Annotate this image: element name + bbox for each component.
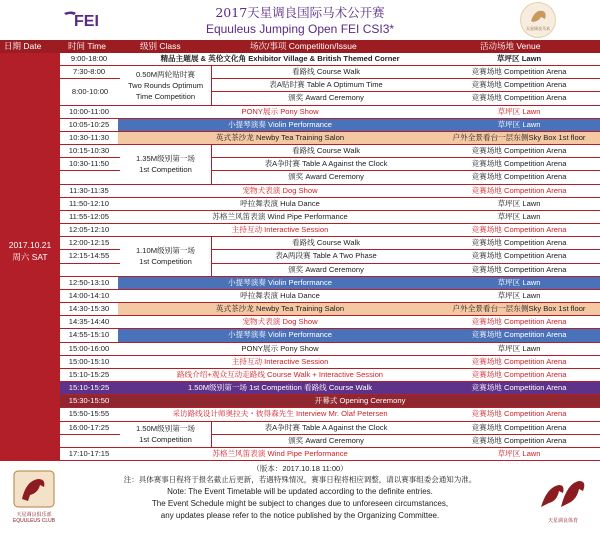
table-row: [60, 395, 600, 408]
time-cell: 11:50-12:10: [69, 198, 109, 208]
venue-cell: 竞赛场地 Competition Arena: [471, 238, 567, 248]
table-row: [60, 185, 600, 198]
time-cell: 15:10-15:25: [68, 383, 110, 393]
activity-cell: 路线介绍+观众互动走路线 Course Walk + Interactive Session: [176, 369, 384, 379]
activity-cell: 表A争时赛 Table A Against the Clock: [264, 422, 388, 432]
club-badge-icon: [520, 2, 556, 38]
weekday-value: 周六 SAT: [12, 252, 48, 262]
logo-right-cn: 天星调良体育: [547, 518, 578, 524]
venue-cell: 竞赛场地 Competition Arena: [471, 356, 567, 366]
activity-cell: 宠物犬表演 Dog Show: [242, 317, 318, 327]
date-label: [0, 239, 60, 263]
activity-cell: 苏格兰风笛表演 Wind Pipe Performance: [212, 211, 348, 221]
time-cell-merged: 8:00-10:00: [60, 79, 120, 105]
time-cell: 10:30-11:30: [60, 132, 118, 144]
table-row: [60, 224, 600, 237]
page-title: 2017天星调良国际马术公开赛: [215, 5, 385, 20]
col-date: 日期 Date: [4, 41, 42, 51]
venue-cell: 草坪区 Lawn: [497, 211, 541, 221]
activity-cell: 小提琴演奏 Violin Performance: [227, 277, 333, 287]
class-group-line: Time Competition: [135, 91, 196, 101]
time-cell: 9:00-18:00: [70, 54, 108, 63]
venue-cell: 竞赛场地 Competition Arena: [471, 67, 567, 77]
venue-cell: 竞赛场地 Competition Arena: [471, 409, 567, 419]
class-group: [120, 237, 212, 276]
venue-cell: 草坪区 Lawn: [497, 277, 541, 287]
activity-cell: PONY展示 Pony Show: [241, 106, 319, 116]
activity-cell: PONY展示 Pony Show: [241, 343, 319, 353]
activity-cell: 呼拉舞表演 Hula Dance: [240, 290, 320, 300]
page-subtitle: Equuleus Jumping Open FEI CSI3*: [205, 22, 395, 36]
column-header: [0, 40, 600, 53]
class-group-line: 0.50M两轮贴时赛: [135, 69, 196, 79]
time-cell: 10:00-11:00: [69, 106, 109, 116]
activity-cell: 看路线 Course Walk: [291, 146, 361, 156]
venue-cell: 竞赛场地 Competition Arena: [471, 146, 567, 156]
riders-logo-icon: [535, 467, 591, 515]
time-cell: 14:30-15:30: [60, 303, 118, 315]
badge-label: 天星调良马术: [526, 26, 550, 31]
logo-left-en: EQUULEUS CLUB: [12, 518, 56, 524]
activity-cell: 颁奖 Award Ceremony: [288, 264, 364, 274]
venue-cell: 竞赛场地 Competition Arena: [471, 80, 567, 90]
note-en-2: The Event Schedule might be subject to changes due to unforeseen circumstances,: [151, 499, 449, 508]
venue-cell: 竞赛场地 Competition Arena: [471, 185, 567, 195]
table-row: [60, 277, 600, 290]
activity-cell: 英式茶沙龙 Newby Tea Training Salon: [215, 304, 345, 314]
time-cell: 17:10-17:15: [68, 448, 110, 458]
table-row: [60, 198, 600, 211]
activity-cell: 小提琴演奏 Violin Performance: [227, 119, 333, 129]
activity-cell: 看路线 Course Walk: [291, 238, 361, 248]
class-group: [120, 422, 212, 448]
venue-cell: 草坪区 Lawn: [496, 54, 542, 63]
table-row: [60, 329, 600, 342]
schedule-table: [60, 53, 600, 461]
footer: [0, 463, 600, 541]
time-cell: 10:15-10:30: [68, 146, 110, 156]
note-en-3: any updates please refer to the notice published by the Organizing Committee.: [160, 511, 440, 520]
venue-cell: 竞赛场地 Competition Arena: [471, 159, 567, 169]
activity-cell: 表A两段赛 Table A Two Phase: [275, 251, 377, 261]
venue-cell: 户外全景看台一层东侧Sky Box 1st floor: [452, 132, 586, 142]
header: [0, 0, 600, 40]
activity-cell: 采访路线设计师奥拉夫・彼得森先生 Interview Mr. Olaf Petersen: [172, 409, 388, 419]
date-column: [0, 53, 60, 461]
class-group-line: 1st Competition: [139, 257, 192, 267]
time-cell: 12:50-13:10: [60, 277, 118, 289]
class-group: [120, 145, 212, 184]
time-cell: 10:30-11:50: [69, 159, 109, 169]
time-cell: 15:00-16:00: [68, 343, 110, 353]
time-cell: 15:00-15:10: [68, 356, 110, 366]
time-cell: 12:15-14:55: [68, 251, 110, 261]
venue-cell: 草坪区 Lawn: [497, 119, 541, 129]
time-cell: 14:35-14:40: [68, 317, 110, 327]
venue-cell: 草坪区 Lawn: [497, 343, 541, 353]
table-row: [60, 369, 600, 382]
table-row: [60, 448, 600, 461]
table-row: [60, 382, 600, 395]
time-cell: 12:05-12:10: [68, 225, 110, 235]
table-row: [60, 211, 600, 224]
venue-cell: 草坪区 Lawn: [497, 198, 541, 208]
time-cell: 10:05-10:25: [60, 119, 118, 131]
venue-cell: 竞赛场地 Competition Arena: [471, 383, 567, 393]
time-cell: 16:00-17:25: [68, 422, 110, 432]
table-row: [60, 303, 600, 316]
time-cell: 14:00-14:10: [68, 290, 110, 300]
time-cell: 11:55-12:05: [69, 211, 109, 221]
activity-cell: 颁奖 Award Ceremony: [288, 172, 364, 182]
time-cell: 15:30-15:50: [68, 396, 110, 406]
col-class: 级别 Class: [140, 41, 181, 51]
activity-cell: 苏格兰风笛表演 Wind Pipe Performance: [212, 448, 348, 458]
venue-cell: 竞赛场地 Competition Arena: [471, 369, 567, 379]
activity-cell: 1.50M级别第一场 1st Competition 看路线 Course Walk: [187, 383, 373, 393]
venue-cell: 草坪区 Lawn: [497, 448, 541, 458]
table-row: [60, 132, 600, 145]
col-activity: 场次/事项 Competition/Issue: [250, 41, 357, 51]
venue-cell: 草坪区 Lawn: [497, 290, 541, 300]
table-row: [60, 356, 600, 369]
time-cell: 15:50-15:55: [68, 409, 110, 419]
col-venue: 活动场地 Venue: [480, 41, 541, 51]
activity-cell: 颁奖 Award Ceremony: [288, 435, 364, 445]
activity-cell: 开幕式 Opening Ceremony: [314, 396, 406, 406]
venue-cell: 竞赛场地 Competition Arena: [471, 264, 567, 274]
activity-cell: 英式茶沙龙 Newby Tea Training Salon: [215, 132, 345, 142]
table-row: [60, 316, 600, 329]
table-row: [60, 119, 600, 132]
class-group-line: Two Rounds Optimum: [127, 80, 204, 90]
venue-cell: 竞赛场地 Competition Arena: [471, 435, 567, 445]
note-cn: 注：具体赛事日程将于报名截止后更新，若遇特殊情况，赛事日程将相应调整，请以赛事组委会通知为准。: [123, 475, 477, 484]
col-time: 时间 Time: [68, 41, 106, 51]
date-value: 2017.10.21: [8, 240, 52, 250]
equuleus-sports-logo: [535, 467, 591, 529]
activity-cell: 宠物犬表演 Dog Show: [242, 185, 318, 195]
activity-cell: 主持互动 Interactive Session: [231, 356, 329, 366]
svg-text:FEI: FEI: [74, 13, 99, 29]
note-en-1: Note: The Event Timetable will be updated according to the definite entries.: [167, 487, 433, 496]
version-label: （版本：2017.10.18 11:00）: [252, 464, 348, 473]
class-group-line: 1.50M级别第一场: [135, 424, 196, 434]
class-group-line: 1.35M级别第一场: [135, 154, 196, 164]
time-cell: 7:30-8:00: [72, 67, 106, 77]
activity-cell: 呼拉舞表演 Hula Dance: [240, 198, 320, 208]
activity-cell: 小提琴演奏 Violin Performance: [227, 330, 333, 340]
activity-cell: 主持互动 Interactive Session: [231, 225, 329, 235]
class-group-line: 1st Competition: [139, 435, 192, 445]
table-row: [60, 290, 600, 303]
activity-cell: 颁奖 Award Ceremony: [288, 93, 364, 103]
class-group-line: 1st Competition: [139, 165, 192, 175]
venue-cell: 竞赛场地 Competition Arena: [471, 317, 567, 327]
activity-cell: 表A贴时赛 Table A Optimum Time: [269, 80, 383, 90]
venue-cell: 竞赛场地 Competition Arena: [471, 251, 567, 261]
time-cell: 11:30-11:35: [69, 185, 109, 195]
table-row: [60, 106, 600, 119]
time-cell: 12:00-12:15: [68, 238, 110, 248]
class-group: [120, 66, 212, 105]
venue-cell: 户外全景看台一层东侧Sky Box 1st floor: [452, 304, 586, 314]
time-cell: 15:10-15:25: [68, 369, 110, 379]
venue-cell: 竞赛场地 Competition Arena: [471, 330, 567, 340]
venue-cell: 竞赛场地 Competition Arena: [471, 422, 567, 432]
table-row: [60, 53, 600, 66]
activity-cell: 看路线 Course Walk: [291, 67, 361, 77]
time-cell: 14:55-15:10: [60, 329, 118, 341]
venue-cell: 竞赛场地 Competition Arena: [471, 93, 567, 103]
activity-cell: 表A争时赛 Table A Against the Clock: [264, 159, 388, 169]
venue-cell: 草坪区 Lawn: [497, 106, 541, 116]
venue-cell: 竞赛场地 Competition Arena: [471, 225, 567, 235]
venue-cell: 竞赛场地 Competition Arena: [471, 172, 567, 182]
class-group-line: 1.10M级别第一场: [135, 246, 196, 256]
logo-left-cn: 天星调良俱乐部: [16, 512, 52, 518]
activity-cell: 精品主题展 & 英伦文化角 Exhibitor Village & British Themed Corner: [160, 54, 400, 63]
table-row: [60, 343, 600, 356]
table-row: [60, 408, 600, 421]
